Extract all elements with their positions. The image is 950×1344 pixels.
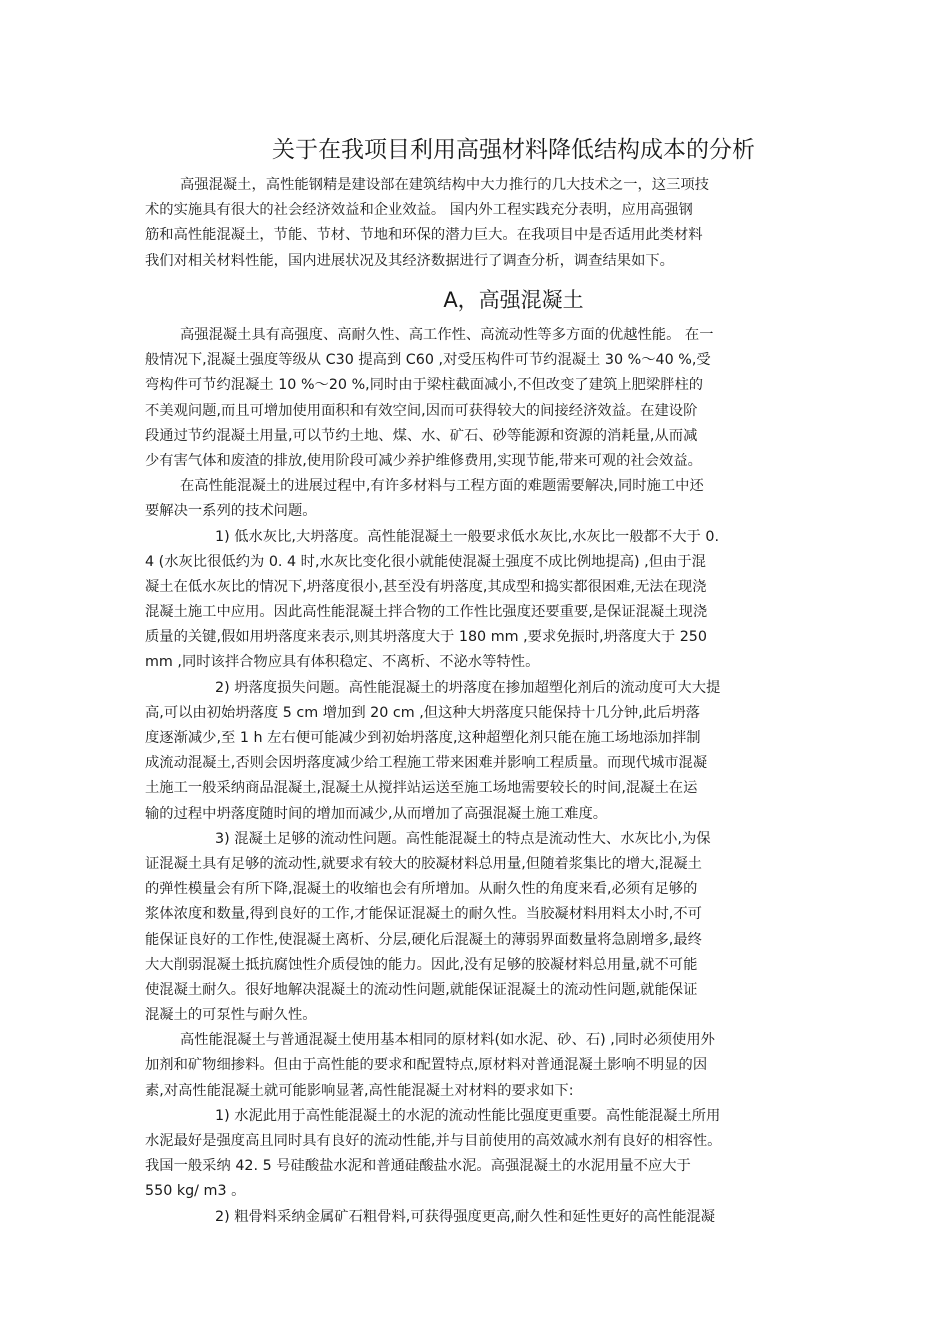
text-line: 我们对相关材料性能，国内进展状况及其经济数据进行了调查分析，调查结果如下。	[145, 252, 674, 269]
text-line: 高强混凝土，高性能钢精是建设部在建筑结构中大力推行的几大技术之一，这三项技	[180, 177, 709, 193]
text-line: mm ,同时该拌合物应具有体积稳定、不离析、不泌水等特性。	[145, 654, 540, 671]
text-line: 在高性能混凝土的进展过程中,有许多材料与工程方面的难题需要解决,同时施工中还	[180, 478, 704, 495]
text-line: 段通过节约混凝土用量,可以节约土地、煤、水、矿石、砂等能源和资源的消耗量,从而减	[145, 427, 698, 444]
section-body	[145, 323, 807, 1230]
text-line: 要解决一系列的技术问题。	[145, 503, 317, 520]
text-line: 般情况下,混凝土强度等级从 C30 提高到 C60 ,对受压构件可节约混凝土 30 %～40 %,受	[145, 352, 711, 369]
text-line: 不美观问题,而且可增加使用面积和有效空间,因而可获得较大的间接经济效益。在建设阶	[145, 402, 698, 419]
text-line: 的弹性模量会有所下降,混凝土的收缩也会有所增加。从耐久性的角度来看,必须有足够的	[145, 881, 698, 898]
text-line: 高,可以由初始坍落度 5 cm 增加到 20 cm ,但这种大坍落度只能保持十几分钟,此后坍落	[145, 704, 700, 721]
text-line: 1) 水泥此用于高性能混凝土的水泥的流动性能比强度更重要。高性能混凝土所用	[215, 1107, 721, 1124]
text-line: 大大削弱混凝土抵抗腐蚀性介质侵蚀的能力。因此,没有足够的胶凝材料总用量,就不可能	[145, 956, 698, 973]
text-line: 术的实施具有很大的社会经济效益和企业效益。 国内外工程实践充分表明，应用高强钢	[145, 202, 693, 219]
intro-paragraph	[145, 173, 807, 274]
text-line: 少有害气体和废渣的排放,使用阶段可减少养护维修费用,实现节能,带来可观的社会效益。	[145, 452, 702, 469]
text-line: 高性能混凝土与普通混凝土使用基本相同的原材料(如水泥、砂、石) ,同时必须使用外	[180, 1032, 715, 1049]
text-line: 2) 坍落度损失问题。高性能混凝土的坍落度在掺加超塑化剂后的流动度可大大提	[215, 679, 721, 696]
text-line: 输的过程中坍落度随时间的增加而减少,从而增加了高强混凝土施工难度。	[145, 805, 608, 822]
text-line: 我国一般采纳 42. 5 号硅酸盐水泥和普通硅酸盐水泥。高强混凝土的水泥用量不应大于	[145, 1158, 691, 1175]
text-line: 筋和高性能混凝土，节能、节材、节地和环保的潜力巨大。在我项目中是否适用此类材料	[145, 227, 703, 244]
text-line: 度逐渐减少,至 1 h 左右便可能减少到初始坍落度,这种超塑化剂只能在施工场地添加拌制	[145, 730, 701, 746]
text-line: 4 (水灰比很低约为 0. 4 时,水灰比变化很小就能使混凝土强度不成比例地提高) ,但由于混	[145, 553, 706, 570]
text-line: 混凝土施工中应用。因此高性能混凝土拌合物的工作性比强度还要重要,是保证混凝土现浇	[145, 604, 708, 621]
section-heading: A，高强混凝土	[443, 288, 584, 312]
text-line: 高强混凝土具有高强度、高耐久性、高工作性、高流动性等多方面的优越性能。 在一	[180, 327, 714, 343]
text-line: 浆体浓度和数量,得到良好的工作,才能保证混凝土的耐久性。当胶凝材料用料太小时,不可	[145, 906, 702, 923]
text-line: 使混凝土耐久。很好地解决混凝土的流动性问题,就能保证混凝土的流动性问题,就能保证	[145, 981, 698, 998]
text-line: 成流动混凝土,否则会因坍落度减少给工程施工带来困难并影响工程质量。而现代城市混凝	[145, 755, 708, 772]
text-line: 550 kg/ m3 。	[145, 1183, 246, 1200]
text-line: 质量的关键,假如用坍落度来表示,则其坍落度大于 180 mm ,要求免振时,坍落度大于 250	[145, 629, 707, 646]
text-line: 能保证良好的工作性,使混凝土离析、分层,硬化后混凝土的薄弱界面数量将急剧增多,最终	[145, 931, 702, 948]
text-line: 弯构件可节约混凝土 10 %～20 %,同时由于梁柱截面减小,不但改变了建筑上肥梁胖柱的	[145, 377, 704, 394]
text-line: 土施工一般采纳商品混凝土,混凝土从搅拌站运送至施工场地需要较长的时间,混凝土在运	[145, 780, 698, 797]
text-line: 水泥最好是强度高且同时具有良好的流动性能,并与目前使用的高效减水剂有良好的相容性。	[145, 1133, 722, 1149]
text-line: 3) 混凝土足够的流动性问题。高性能混凝土的特点是流动性大、水灰比小,为保	[215, 830, 711, 847]
text-line: 混凝土的可泵性与耐久性。	[145, 1007, 317, 1024]
text-line: 凝土在低水灰比的情况下,坍落度很小,甚至没有坍落度,其成型和捣实都很困难,无法在现浇	[145, 578, 707, 595]
text-line: 1) 低水灰比,大坍落度。高性能混凝土一般要求低水灰比,水灰比一般都不大于 0.	[215, 528, 719, 545]
text-line: 加剂和矿物细掺料。但由于高性能的要求和配置特点,原材料对普通混凝土影响不明显的因	[145, 1057, 708, 1074]
document-title: 关于在我项目利用高强材料降低结构成本的分析	[272, 137, 755, 163]
text-line: 2) 粗骨料采纳金属矿石粗骨料,可获得强度更高,耐久性和延性更好的高性能混凝	[215, 1208, 716, 1225]
text-line: 证混凝土具有足够的流动性,就要求有较大的胶凝材料总用量,但随着浆集比的增大,混凝土	[145, 855, 702, 872]
text-line: 素,对高性能混凝土就可能影响显著,高性能混凝土对材料的要求如下:	[145, 1082, 574, 1099]
